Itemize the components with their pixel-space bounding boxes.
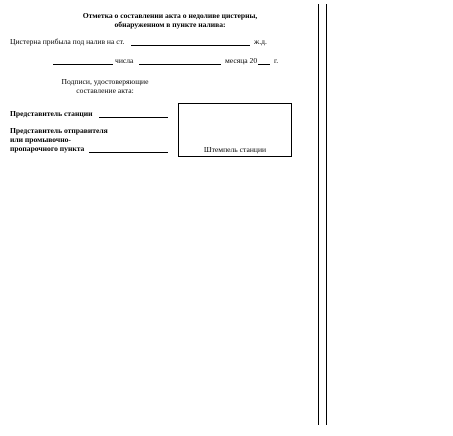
station-rep-signature-field[interactable]: [99, 117, 168, 118]
day-label: числа: [115, 56, 134, 65]
sender-rep-signature-field[interactable]: [89, 152, 168, 153]
railway-suffix-label: ж.д.: [254, 37, 267, 46]
year-field[interactable]: [258, 64, 270, 65]
page-divider-line-right: [326, 4, 327, 425]
year-suffix-label: г.: [274, 56, 279, 65]
day-field[interactable]: [53, 64, 113, 65]
signatures-heading-line1: Подписи, удостоверяющие: [61, 77, 149, 86]
station-rep-label: Представитель станции: [10, 109, 93, 118]
station-stamp-label: Штемпель станции: [203, 145, 267, 154]
page-divider-line-left: [318, 4, 319, 425]
form-title-line2: обнаруженном в пункте налива:: [114, 20, 226, 29]
month-field[interactable]: [139, 64, 221, 65]
station-name-field[interactable]: [131, 45, 250, 46]
arrived-prefix-label: Цистерна прибыла под налив на ст.: [10, 37, 125, 46]
signatures-heading-line2: составление акта:: [76, 86, 134, 95]
sender-rep-label-line1: Представитель отправителя: [10, 126, 108, 135]
sender-rep-label-line2: или промывочно-: [10, 135, 71, 144]
sender-rep-label-line3: пропарочного пункта: [10, 144, 85, 153]
month-label: месяца 20: [225, 56, 258, 65]
form-title-line1: Отметка о составлении акта о недоливе цистерны,: [82, 11, 258, 20]
